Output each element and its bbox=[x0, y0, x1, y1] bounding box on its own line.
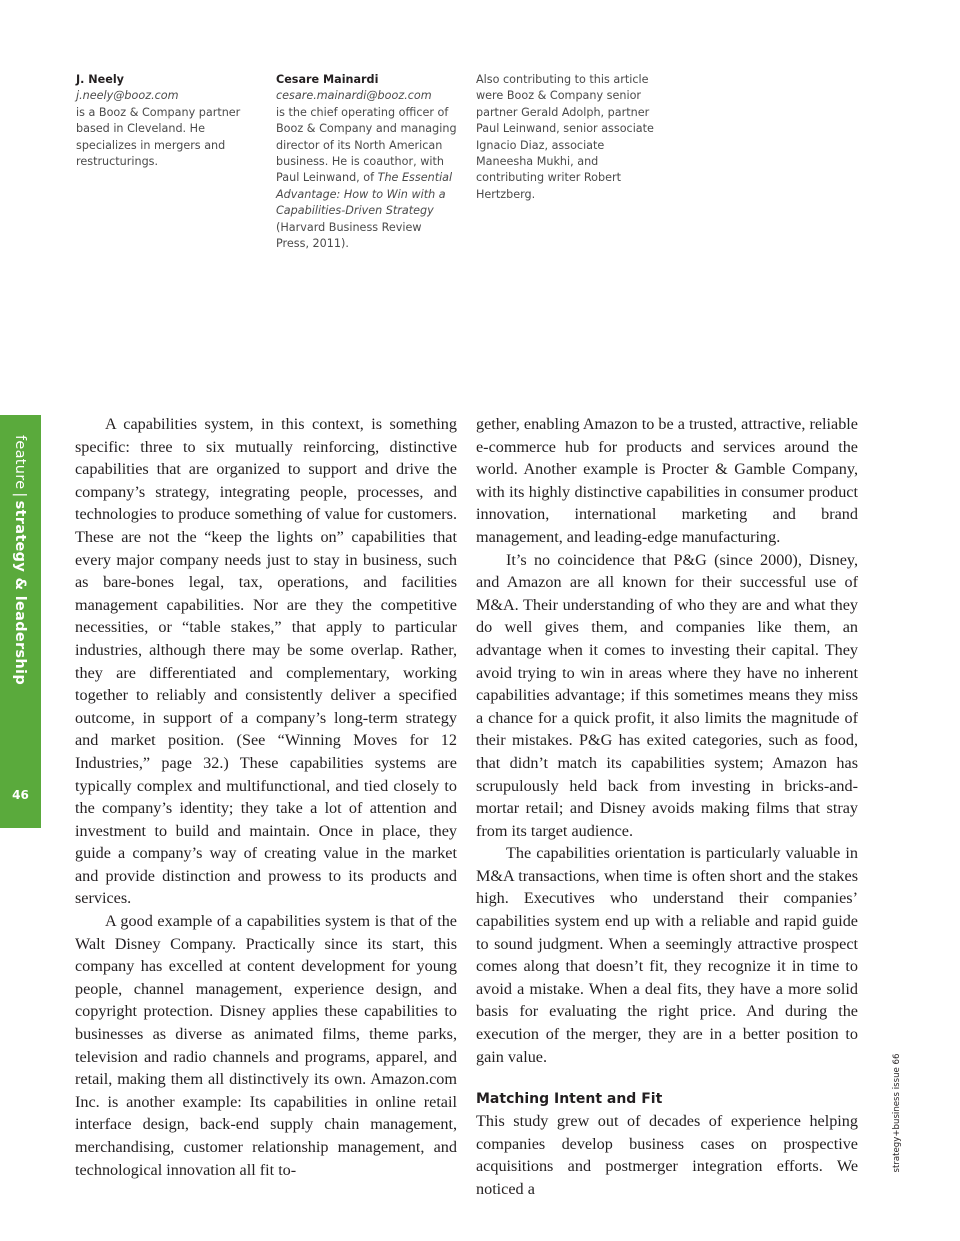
contributor-email[interactable]: cesare.mainardi@booz.com bbox=[276, 89, 432, 103]
section-subhead: Matching Intent and Fit bbox=[476, 1091, 663, 1108]
section-separator: | bbox=[12, 492, 28, 498]
paragraph: A good example of a capabilities system is that of the Walt Disney Company. Practically since its start, this company has excelled at content development for young people, channel management, experience design, and copyright protection. Disney applies these capabilities to businesses as diverse as animated films, theme parks, television and radio channels and programs, apparel, and retail, making them all distinctively its own. Amazon.com Inc. is another example: Its capabilities in online retail interface design, back-end supply chain management, merchandising, customer relationship management, and technological innovation all fit to- bbox=[75, 912, 457, 1179]
contributor-bio-neely bbox=[76, 72, 258, 170]
book-title: The Essential Advantage: How to Win with a Capabilities-Driven Strategy bbox=[276, 171, 453, 218]
bio-text: is the chief operating officer of Booz & Company and managing director of its North American business. He is coauthor, with Paul Leinwand, of bbox=[276, 105, 457, 185]
contributor-description: is a Booz & Company partner based in Cleveland. He specializes in mergers and restructurings. bbox=[76, 105, 241, 169]
paragraph: The capabilities orientation is particularly valuable in M&A transactions, when time is often short and the stakes high. Executives who understand their companies’ capabilities system end up with a reliable and rapid guide to sound judgment. When a seemingly attractive prospect comes along that doesn’t fit, they recognize it in time to avoid a mistake. When a deal fits, they have a more solid basis for evaluating the right price. And during the execution of the merger, they are in a better position to gain value. bbox=[476, 844, 858, 1066]
contributor-name: J. Neely bbox=[76, 73, 124, 86]
contributor-bio-mainardi bbox=[276, 72, 458, 252]
paragraph: gether, enabling Amazon to be a trusted, attractive, reliable e-commerce hub for products and services around the world. Another example is Procter & Gamble Company, with its highly distinctive capabilities in consumer product innovation, international marketing and brand management, and leading-edge manufacturing. bbox=[476, 415, 858, 546]
also-contributing bbox=[476, 72, 662, 203]
also-contributing-text: Also contributing to this article were Booz & Company senior partner Gerald Adolph, partner Paul Leinwand, senior associate Ignacio Diaz, associate Maneesha Mukhi, and contributing writer Robert Hertzberg. bbox=[476, 73, 654, 201]
paragraph: This study grew out of decades of experience helping companies develop business cases on prospective acquisitions and postmerger integration efforts. We noticed a bbox=[476, 1112, 858, 1198]
article-column-right bbox=[476, 413, 858, 1201]
section-light: feature bbox=[12, 434, 28, 490]
page-number: 46 bbox=[12, 788, 29, 802]
contributor-description bbox=[276, 105, 458, 253]
section-label bbox=[12, 435, 28, 685]
bio-text: (Harvard Business Review Press, 2011). bbox=[276, 220, 422, 251]
paragraph: A capabilities system, in this context, is something specific: three to six mutually reinforcing, distinctive capabilities that are organized to support and drive the company’s strategy, integrating people, processes, and technologies to produce something of value for customers. These are not the “keep the lights on” capabilities that every major company needs just to stay in business, such as bare-bones legal, tax, operations, and facilities management capabilities. Nor are they the competitive necessities, or “table stakes,” that apply to particular industries, although there may be some overlap. Rather, they are differentiated and complementary, working together to reliably and consistently deliver a specified outcome, in support of a company’s long-term strategy and market position. (See “Winning Moves for 12 Industries,” page 32.) These capabilities systems are typically complex and multifunctional, and tied closely to the company’s identity; they take a lot of attention and investment to build and maintain. Once in place, they guide a company’s way of creating value in the market and provide distinction and prowess to its products and services. bbox=[75, 415, 457, 908]
contributor-name: Cesare Mainardi bbox=[276, 73, 379, 86]
contributor-email[interactable]: j.neely@booz.com bbox=[76, 89, 179, 103]
publication-footer: strategy+business issue 66 bbox=[892, 1053, 902, 1173]
section-bold: strategy & leadership bbox=[12, 500, 28, 686]
paragraph: It’s no coincidence that P&G (since 2000), Disney, and Amazon are all known for their successful use of M&A. Their understanding of who they are and what they do well gives them, and companies like them, an advantage when it comes to investing their capital. They avoid trying to win in areas where they have no inherent capabilities advantage; if this sometimes means they miss a chance for a quick profit, it also limits the magnitude of their mistakes. P&G has exited categories, such as food, that didn’t match its capabilities system; Amazon has scrupulously held back from investing in bricks-and-mortar retail; and Disney avoids making films that stray from its target audience. bbox=[476, 550, 858, 840]
article-column-left bbox=[75, 413, 457, 1181]
